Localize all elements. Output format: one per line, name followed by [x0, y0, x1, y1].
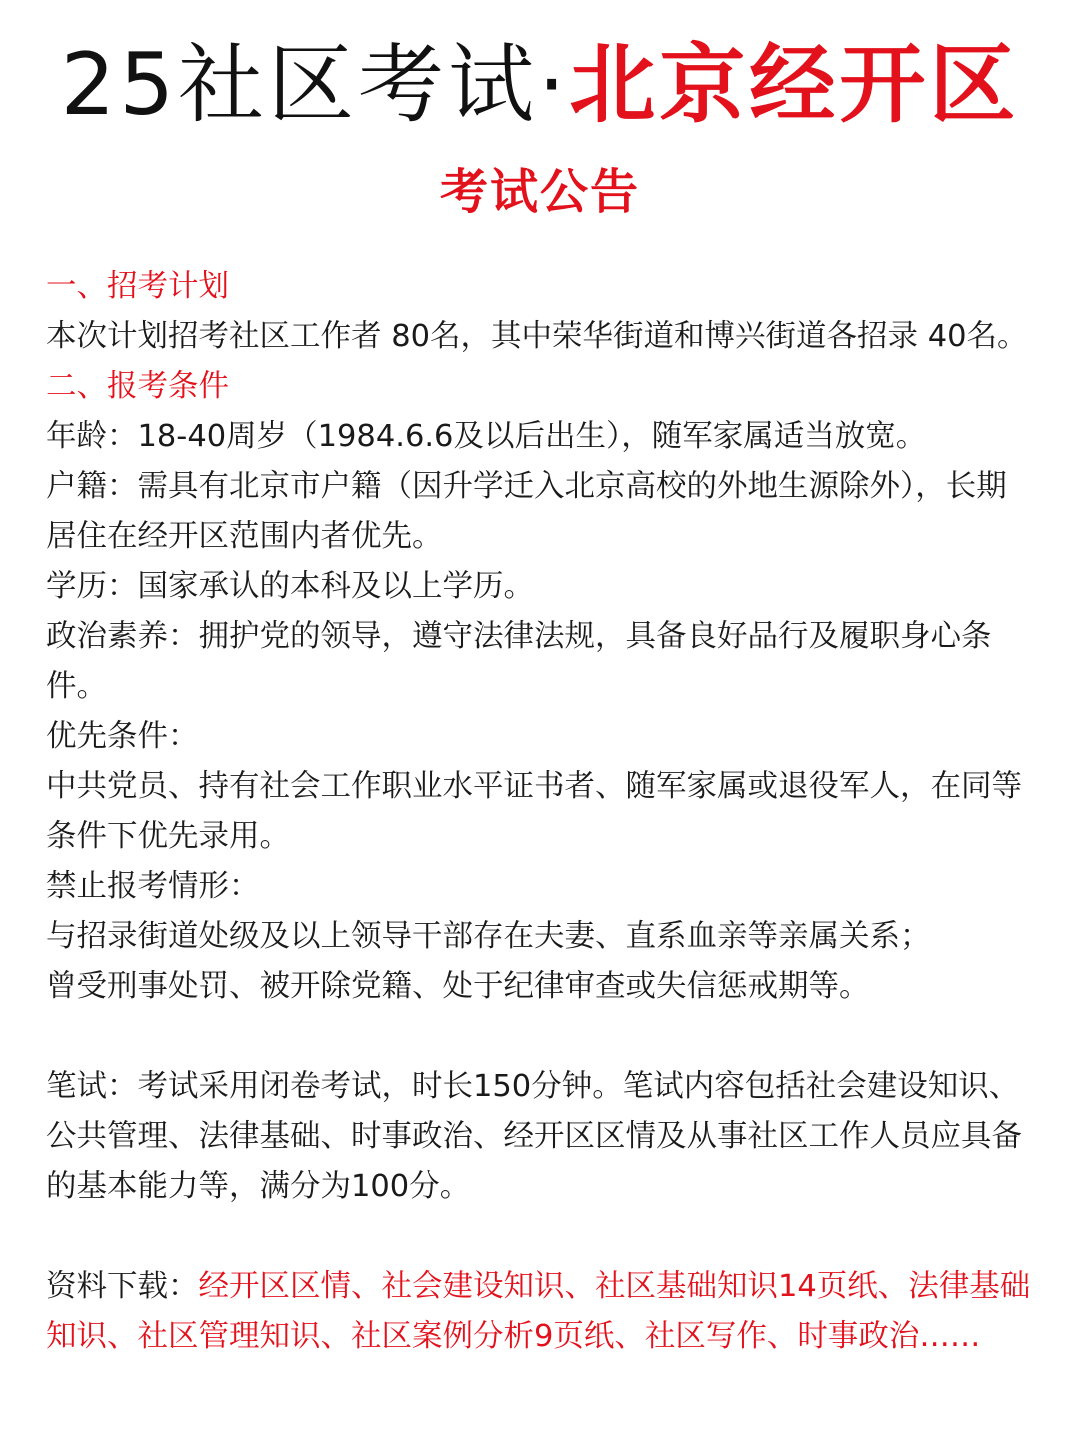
- page-subtitle: 考试公告: [439, 164, 640, 220]
- requirement-hukou: 户籍：需具有北京市户籍（因升学迁入北京高校的外地生源除外），长期居住在经开区范围内者优先。: [46, 469, 1007, 554]
- forbidden-label: 禁止报考情形：: [46, 869, 260, 904]
- page-title: [0, 30, 1080, 140]
- forbidden-line-2: 曾受刑事处罚、被开除党籍、处于纪律审查或失信惩戒期等。: [46, 969, 870, 1004]
- title-highlight: 北京经开区: [569, 35, 1020, 135]
- requirement-education: 学历：国家承认的本科及以上学历。: [46, 569, 534, 604]
- spacer: [46, 1212, 1036, 1262]
- priority-label: 优先条件：: [46, 719, 199, 754]
- download-label: 资料下载：: [46, 1269, 199, 1304]
- section-heading-requirements: 二、报考条件: [46, 369, 229, 404]
- title-prefix: 25社区考试·: [60, 35, 570, 135]
- spacer: [46, 1012, 1036, 1062]
- forbidden-line-1: 与招录街道处级及以上领导干部存在夫妻、直系血亲等亲属关系；: [46, 919, 931, 954]
- section-heading-recruitment-plan: 一、招考计划: [46, 269, 229, 304]
- priority-text: 中共党员、持有社会工作职业水平证书者、随军家属或退役军人，在同等条件下优先录用。: [46, 769, 1022, 854]
- written-exam-text: 笔试：考试采用闭卷考试，时长150分钟。笔试内容包括社会建设知识、公共管理、法律基础、时事政治、经开区区情及从事社区工作人员应具备的基本能力等，满分为100分。: [46, 1069, 1022, 1204]
- download-items: 经开区区情、社会建设知识、社区基础知识14页纸、法律基础知识、社区管理知识、社区案例分析9页纸、社区写作、时事政治……: [46, 1269, 1031, 1354]
- requirement-political: 政治素养：拥护党的领导，遵守法律法规，具备良好品行及履职身心条件。: [46, 619, 992, 704]
- download-section: [46, 1262, 1036, 1362]
- recruitment-plan-text: 本次计划招考社区工作者 80名，其中荣华街道和博兴街道各招录 40名。: [46, 319, 1028, 354]
- requirement-age: 年龄：18-40周岁（1984.6.6及以后出生），随军家属适当放宽。: [46, 419, 927, 454]
- announcement-body: [46, 262, 1036, 1362]
